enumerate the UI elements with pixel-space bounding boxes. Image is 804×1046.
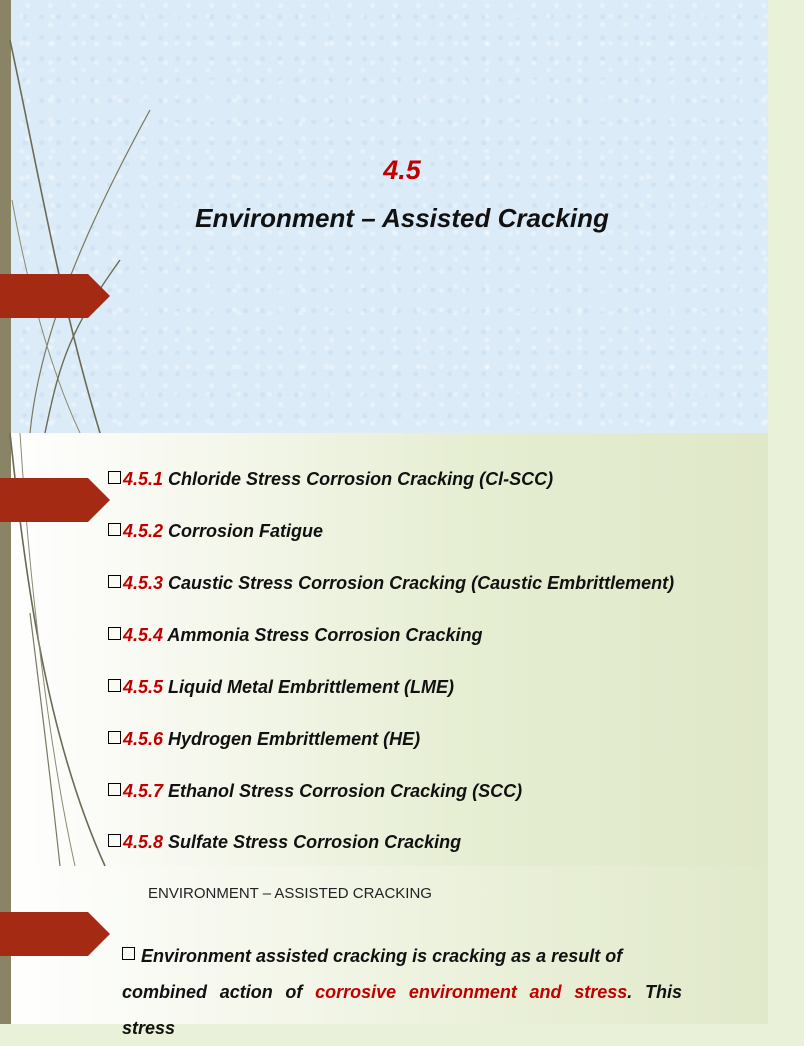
checkbox-bullet-icon <box>122 947 135 960</box>
item-number: 4.5.4 <box>123 625 164 645</box>
item-label: Hydrogen Embrittlement (HE) <box>163 729 421 749</box>
slide-title-text: Environment – Assisted Cracking <box>195 203 609 233</box>
slide-heading: ENVIRONMENT – ASSISTED CRACKING <box>148 885 432 902</box>
checkbox-bullet-icon <box>108 523 121 536</box>
list-item <box>108 781 522 802</box>
item-number: 4.5.2 <box>123 521 164 541</box>
paragraph-text: . This stress <box>122 982 682 1038</box>
item-label: Corrosion Fatigue <box>163 521 324 541</box>
paragraph-text: Environment assisted cracking is cracking as a result of <box>141 946 623 966</box>
item-number: 4.5.1 <box>123 469 164 489</box>
slide-contents <box>0 433 768 866</box>
checkbox-bullet-icon <box>108 834 121 847</box>
item-label: Chloride Stress Corrosion Cracking (Cl-SCC) <box>163 469 554 489</box>
red-tab-marker <box>0 912 110 956</box>
list-item <box>108 729 420 750</box>
checkbox-bullet-icon <box>108 471 121 484</box>
slide-title <box>0 0 768 433</box>
checkbox-bullet-icon <box>108 627 121 640</box>
red-tab-marker <box>0 478 110 522</box>
item-number: 4.5.6 <box>123 729 164 749</box>
item-label: Sulfate Stress Corrosion Cracking <box>163 832 462 852</box>
list-item <box>108 677 454 698</box>
list-item <box>108 625 482 646</box>
list-item <box>108 521 323 542</box>
highlight-text: corrosive environment and stress <box>315 982 628 1002</box>
item-number: 4.5.5 <box>123 677 164 697</box>
item-number: 4.5.3 <box>123 573 164 593</box>
list-item <box>108 469 553 490</box>
checkbox-bullet-icon <box>108 731 121 744</box>
checkbox-bullet-icon <box>108 575 121 588</box>
item-label: Caustic Stress Corrosion Cracking (Caustic Embrittlement) <box>163 573 675 593</box>
paragraph-text: combined action of <box>122 982 316 1002</box>
item-label: Liquid Metal Embrittlement (LME) <box>163 677 455 697</box>
list-item <box>108 832 461 853</box>
section-number: 4.5 <box>383 155 421 185</box>
item-number: 4.5.8 <box>123 832 164 852</box>
checkbox-bullet-icon <box>108 783 121 796</box>
list-item <box>108 573 674 594</box>
red-tab-marker <box>0 274 110 318</box>
paragraph-line <box>122 938 682 974</box>
item-label: Ethanol Stress Corrosion Cracking (SCC) <box>163 781 523 801</box>
slide-body <box>0 866 768 1038</box>
item-number: 4.5.7 <box>123 781 164 801</box>
paragraph-line <box>122 974 682 1046</box>
item-label: Ammonia Stress Corrosion Cracking <box>163 625 483 645</box>
checkbox-bullet-icon <box>108 679 121 692</box>
